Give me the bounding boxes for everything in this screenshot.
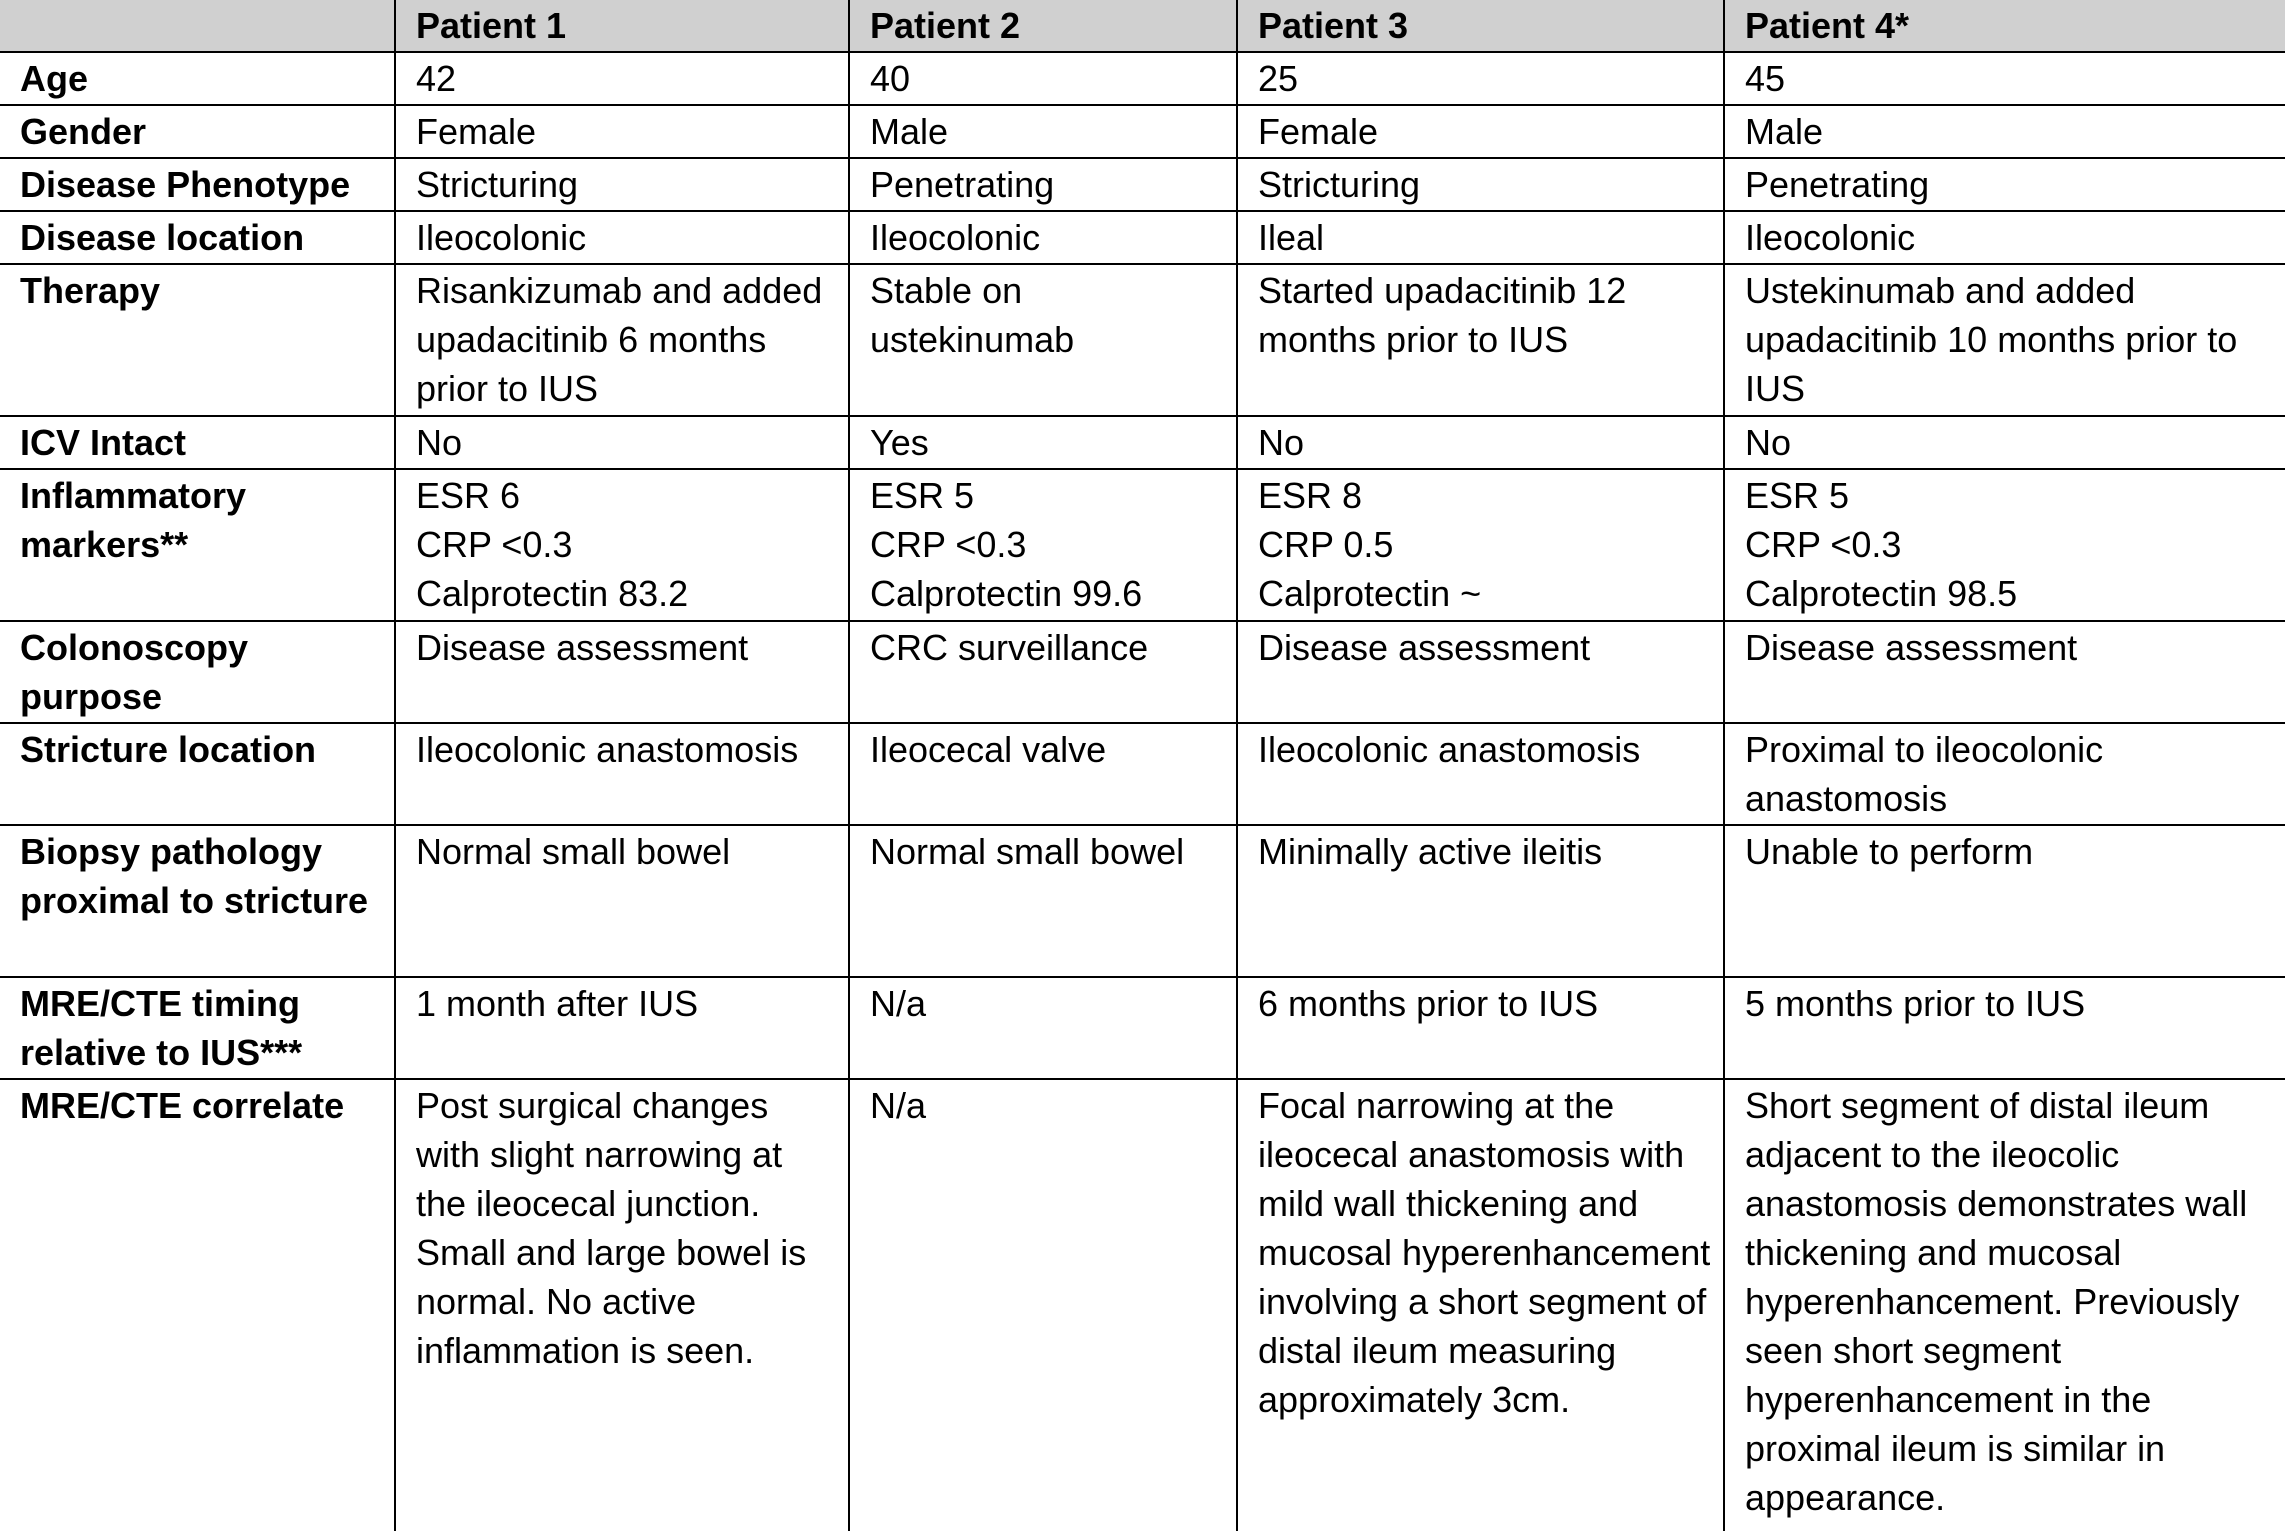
table-cell: Disease assessment — [1724, 621, 2285, 723]
table-header-row — [0, 0, 2285, 52]
row-mre-cte-correlate — [0, 1079, 2285, 1531]
table-cell: Stricturing — [1237, 158, 1724, 211]
table-cell: Focal narrowing at the ileocecal anastomosis with mild wall thickening and mucosal hyperenhancement involving a short segment of distal ileum measuring approximately 3cm. — [1237, 1079, 1724, 1531]
table-cell: Short segment of distal ileum adjacent to the ileocolic anastomosis demonstrates wall thickening and mucosal hyperenhancement. Previously seen short segment hyperenhancement in the proximal ileum is similar in appearance. — [1724, 1079, 2285, 1531]
table-cell: No — [1724, 416, 2285, 469]
table-cell: 6 months prior to IUS — [1237, 977, 1724, 1079]
table-cell: Minimally active ileitis — [1237, 825, 1724, 977]
row-label: Gender — [0, 105, 395, 158]
row-inflammatory-markers — [0, 469, 2285, 621]
table-cell: N/a — [849, 1079, 1237, 1531]
table-cell: Male — [1724, 105, 2285, 158]
table-cell: Ileocolonic — [395, 211, 849, 264]
table-cell: Post surgical changes with slight narrowing at the ileocecal junction. Small and large bowel is normal. No active inflammation is seen. — [395, 1079, 849, 1531]
row-label: Colonoscopy purpose — [0, 621, 395, 723]
table-cell: No — [1237, 416, 1724, 469]
table-cell: 45 — [1724, 52, 2285, 105]
row-therapy — [0, 264, 2285, 416]
header-corner-cell — [0, 0, 395, 52]
table-cell: Female — [395, 105, 849, 158]
row-label: Disease Phenotype — [0, 158, 395, 211]
row-icv-intact — [0, 416, 2285, 469]
table-cell: Normal small bowel — [849, 825, 1237, 977]
table-cell: CRC surveillance — [849, 621, 1237, 723]
table-cell: Penetrating — [849, 158, 1237, 211]
table-cell: Ileocolonic anastomosis — [395, 723, 849, 825]
table-cell: Started upadacitinib 12 months prior to IUS — [1237, 264, 1724, 416]
table-cell: Ileal — [1237, 211, 1724, 264]
table-cell: Unable to perform — [1724, 825, 2285, 977]
table-cell: Stricturing — [395, 158, 849, 211]
table-cell: 25 — [1237, 52, 1724, 105]
row-label: Therapy — [0, 264, 395, 416]
table-cell: 42 — [395, 52, 849, 105]
row-label: MRE/CTE timing relative to IUS*** — [0, 977, 395, 1079]
row-disease-location — [0, 211, 2285, 264]
table-cell: Ileocolonic anastomosis — [1237, 723, 1724, 825]
row-mre-cte-timing — [0, 977, 2285, 1079]
table-cell: Ileocolonic — [849, 211, 1237, 264]
table-cell: ESR 5 CRP <0.3 Calprotectin 98.5 — [1724, 469, 2285, 621]
row-label: ICV Intact — [0, 416, 395, 469]
table-cell: Proximal to ileocolonic anastomosis — [1724, 723, 2285, 825]
table-cell: N/a — [849, 977, 1237, 1079]
table-cell: Female — [1237, 105, 1724, 158]
row-label: Disease location — [0, 211, 395, 264]
row-disease-phenotype — [0, 158, 2285, 211]
table-cell: 5 months prior to IUS — [1724, 977, 2285, 1079]
header-patient-2: Patient 2 — [849, 0, 1237, 52]
header-patient-3: Patient 3 — [1237, 0, 1724, 52]
table-cell: Ustekinumab and added upadacitinib 10 months prior to IUS — [1724, 264, 2285, 416]
table-cell: 1 month after IUS — [395, 977, 849, 1079]
table-cell: Ileocolonic — [1724, 211, 2285, 264]
row-label: Inflammatory markers** — [0, 469, 395, 621]
table-cell: Disease assessment — [395, 621, 849, 723]
table-cell: Risankizumab and added upadacitinib 6 months prior to IUS — [395, 264, 849, 416]
header-patient-1: Patient 1 — [395, 0, 849, 52]
table-cell: Penetrating — [1724, 158, 2285, 211]
table-cell: Yes — [849, 416, 1237, 469]
table-cell: Normal small bowel — [395, 825, 849, 977]
table-cell: Disease assessment — [1237, 621, 1724, 723]
row-label: Stricture location — [0, 723, 395, 825]
row-label: Age — [0, 52, 395, 105]
table-cell: ESR 5 CRP <0.3 Calprotectin 99.6 — [849, 469, 1237, 621]
table-cell: 40 — [849, 52, 1237, 105]
table-cell: No — [395, 416, 849, 469]
table-cell: Male — [849, 105, 1237, 158]
table-cell: ESR 8 CRP 0.5 Calprotectin ~ — [1237, 469, 1724, 621]
row-biopsy-pathology — [0, 825, 2285, 977]
row-stricture-location — [0, 723, 2285, 825]
row-label: Biopsy pathology proximal to stricture — [0, 825, 395, 977]
row-age — [0, 52, 2285, 105]
table-cell: Ileocecal valve — [849, 723, 1237, 825]
table-cell: ESR 6 CRP <0.3 Calprotectin 83.2 — [395, 469, 849, 621]
row-label: MRE/CTE correlate — [0, 1079, 395, 1531]
header-patient-4: Patient 4* — [1724, 0, 2285, 52]
row-gender — [0, 105, 2285, 158]
row-colonoscopy-purpose — [0, 621, 2285, 723]
table-cell: Stable on ustekinumab — [849, 264, 1237, 416]
